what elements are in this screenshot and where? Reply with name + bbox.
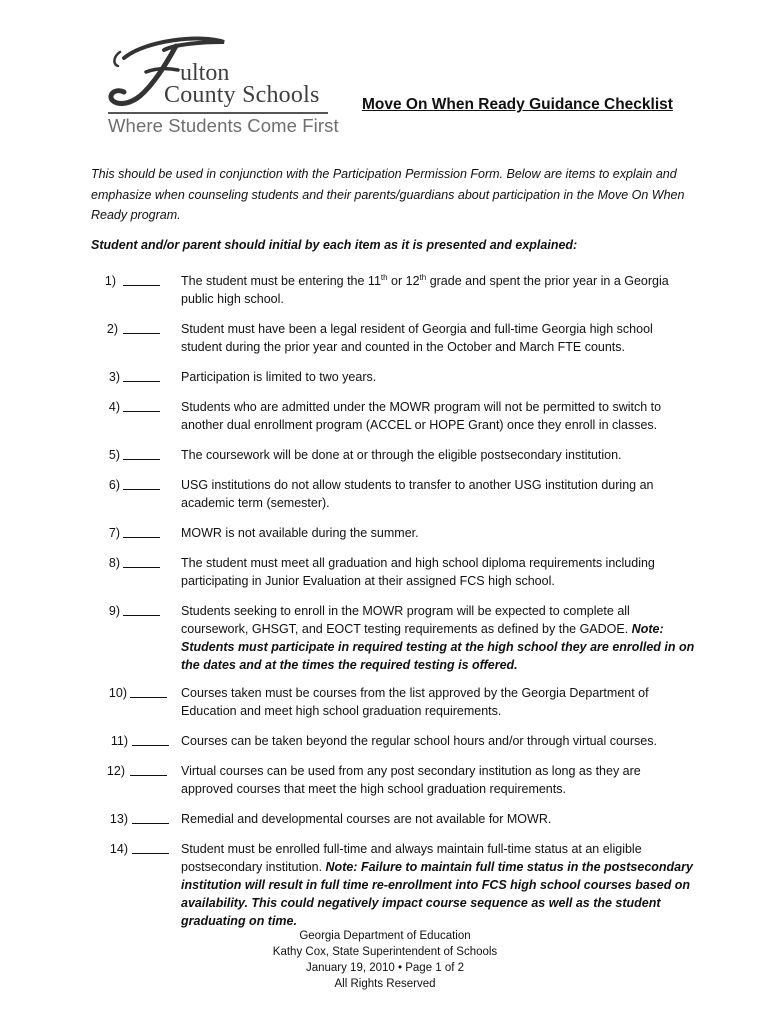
item-number: 8) (108, 556, 120, 570)
item-note: Note: Students must participate in required testing at the high school they are enrolled in on the dates and at the times the required testing is offered. (181, 622, 695, 672)
page-footer (185, 928, 585, 992)
initial-blank[interactable] (132, 745, 169, 746)
item-text: MOWR is not available during the summer. (181, 526, 419, 540)
item-text: Student must have been a legal resident of Georgia and full-time Georgia high school student during the prior year and counted in the October and March FTE counts. (181, 322, 653, 354)
item-number: 2) (106, 322, 118, 336)
item-text: Remedial and developmental courses are not available for MOWR. (181, 812, 552, 826)
initial-blank[interactable] (123, 537, 160, 538)
logo-tagline: Where Students Come First (108, 115, 339, 136)
fulton-county-schools-logo (106, 36, 339, 136)
footer-department: Georgia Department of Education (299, 930, 471, 942)
item-number: 12) (106, 764, 125, 778)
document-title: Move On When Ready Guidance Checklist (362, 96, 673, 113)
instruction-text: Student and/or parent should initial by each item as it is presented and explained: (91, 238, 578, 252)
item-text: Students seeking to enroll in the MOWR program will be expected to complete all coursework, GHSGT, and EOCT testing requirements as defined by the GADOE. Note: Students must participate in required testing at the high school they are enrolled in on the dates and at the times the required testing is offered. (181, 604, 695, 672)
item-text: Virtual courses can be used from any post secondary institution as long as they are approved courses that meet the high school graduation requirements. (181, 764, 641, 796)
initial-blank[interactable] (123, 411, 160, 412)
item-note: Note: Failure to maintain full time status in the postsecondary institution will result in full time re-enrollment into FCS high school courses based on availability. This could negatively impact course sequence as well as the student graduating on time. (181, 860, 693, 928)
initial-blank[interactable] (123, 285, 160, 286)
initial-blank[interactable] (132, 853, 169, 854)
item-number: 1) (104, 274, 116, 288)
item-number: 7) (108, 526, 120, 540)
initial-blank[interactable] (123, 615, 160, 616)
item-text: USG institutions do not allow students to transfer to another USG institution during an academic term (semester). (181, 478, 654, 510)
item-text: Courses can be taken beyond the regular school hours and/or through virtual courses. (181, 734, 657, 748)
initial-blank[interactable] (130, 697, 167, 698)
item-number: 10) (108, 686, 127, 700)
initial-blank[interactable] (123, 381, 160, 382)
logo-text-county-schools: County Schools (164, 82, 320, 108)
initial-blank[interactable] (123, 459, 160, 460)
footer-superintendent: Kathy Cox, State Superintendent of Schools (272, 946, 498, 958)
item-text: The coursework will be done at or through the eligible postsecondary institution. (181, 448, 622, 462)
item-number: 6) (108, 478, 120, 492)
item-text: Participation is limited to two years. (181, 370, 377, 384)
item-text: Courses taken must be courses from the list approved by the Georgia Department of Education and meet high school graduation requirements. (181, 686, 649, 718)
item-text: The student must meet all graduation and high school diploma requirements including participating in Junior Evaluation at their assigned FCS high school. (181, 556, 655, 588)
item-text: The student must be entering the 11th or 12th grade and spent the prior year in a Georgia public high school. (181, 273, 669, 306)
item-number: 9) (108, 604, 120, 618)
item-text: Student must be enrolled full-time and always maintain full-time status at an eligible postsecondary institution. Note: Failure to maintain full time status in the postsecondary institution will result in full time re-enrollment into FCS high school courses based on availability. This could negatively impact course sequence as well as the student graduating on time. (181, 842, 693, 928)
item-number: 4) (108, 400, 120, 414)
item-text: Students who are admitted under the MOWR program will not be permitted to switch to another dual enrollment program (ACCEL or HOPE Grant) once they enroll in classes. (181, 400, 662, 432)
item-number: 11) (110, 734, 128, 748)
logo-divider (108, 112, 328, 114)
item-number: 3) (108, 370, 120, 384)
initial-blank[interactable] (123, 333, 160, 334)
footer-rights: All Rights Reserved (334, 978, 436, 990)
footer-date-page: January 19, 2010 • Page 1 of 2 (305, 962, 465, 974)
initial-blank[interactable] (132, 823, 169, 824)
intro-paragraph: This should be used in conjunction with the Participation Permission Form. Below are items to explain and emphasize when counseling students and their parents/guardians about participation in the Move On When Ready program. (91, 167, 685, 222)
item-number: 5) (108, 448, 120, 462)
initial-blank[interactable] (123, 567, 160, 568)
initial-blank[interactable] (130, 775, 167, 776)
item-number: 13) (109, 812, 128, 826)
item-number: 14) (109, 842, 128, 856)
logo-text-ulton: ulton (180, 60, 230, 86)
initial-blank[interactable] (123, 489, 160, 490)
